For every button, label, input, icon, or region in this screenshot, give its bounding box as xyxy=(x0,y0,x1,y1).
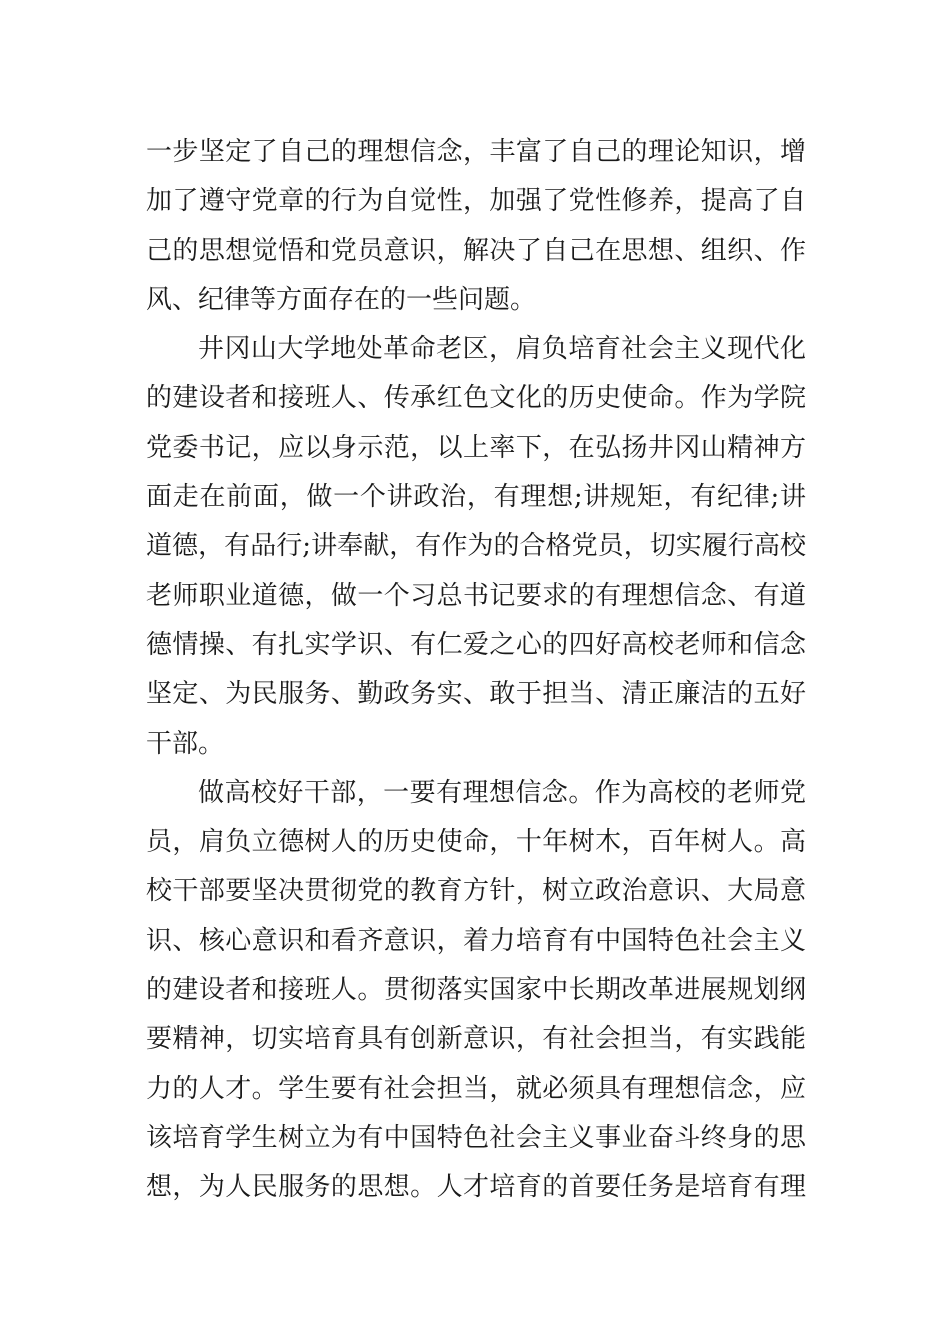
paragraph-1 xyxy=(146,128,806,325)
text-line: 校干部要坚决贯彻党的教育方针，树立政治意识、大局意 xyxy=(146,876,806,907)
paragraph-2 xyxy=(146,325,806,769)
text-line: 面走在前面，做一个讲政治，有理想;讲规矩，有纪律;讲 xyxy=(146,482,806,513)
text-line: 老师职业道德，做一个习总书记要求的有理想信念、有道 xyxy=(146,580,806,611)
paragraph-3 xyxy=(146,769,806,1213)
text-line: 己的思想觉悟和党员意识，解决了自己在思想、组织、作 xyxy=(146,235,806,266)
text-line: 识、核心意识和看齐意识，着力培育有中国特色社会主义 xyxy=(146,925,806,956)
text-line: 员，肩负立德树人的历史使命，十年树木，百年树人。高 xyxy=(146,827,806,858)
text-line: 坚定、为民服务、勤政务实、敢于担当、清正廉洁的五好 xyxy=(146,679,806,710)
text-line: 做高校好干部，一要有理想信念。作为高校的老师党 xyxy=(198,777,806,808)
text-line: 风、纪律等方面存在的一些问题。 xyxy=(146,284,537,315)
text-line: 德情操、有扎实学识、有仁爱之心的四好高校老师和信念 xyxy=(146,629,806,660)
document-body xyxy=(146,128,806,1213)
text-line: 一步坚定了自己的理想信念，丰富了自己的理论知识，增 xyxy=(146,137,806,167)
text-line: 力的人才。学生要有社会担当，就必须具有理想信念，应 xyxy=(146,1073,806,1104)
text-line: 想，为人民服务的思想。人才培育的首要任务是培育有理 xyxy=(146,1172,806,1203)
text-line: 要精神，切实培育具有创新意识，有社会担当，有实践能 xyxy=(146,1024,806,1055)
text-line: 党委书记，应以身示范，以上率下，在弘扬井冈山精神方 xyxy=(146,432,806,463)
text-line: 的建设者和接班人、传承红色文化的历史使命。作为学院 xyxy=(146,383,806,414)
text-line: 干部。 xyxy=(146,728,225,759)
text-line: 的建设者和接班人。贯彻落实国家中长期改革进展规划纲 xyxy=(146,975,806,1006)
text-line: 道德，有品行;讲奉献，有作为的合格党员，切实履行高校 xyxy=(146,531,806,562)
text-line: 加了遵守党章的行为自觉性，加强了党性修养，提高了自 xyxy=(146,186,806,217)
text-line: 该培育学生树立为有中国特色社会主义事业奋斗终身的思 xyxy=(146,1122,806,1153)
text-line: 井冈山大学地处革命老区，肩负培育社会主义现代化 xyxy=(198,334,806,365)
